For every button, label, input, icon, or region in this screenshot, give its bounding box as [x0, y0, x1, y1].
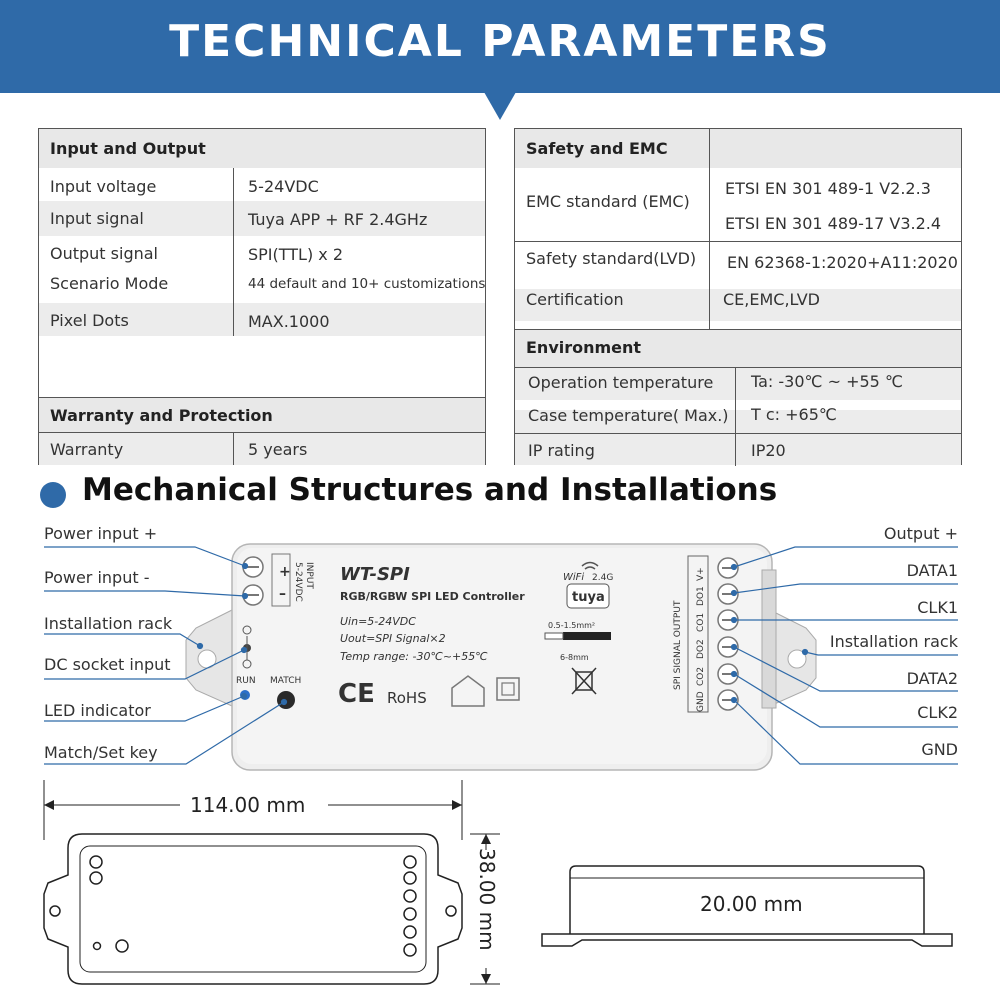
tuya-logo: tuya: [572, 590, 605, 605]
wire-gauge: 0.5-1.5mm²: [548, 621, 596, 630]
param-value: Tuya APP + RF 2.4GHz: [248, 210, 428, 229]
label-led-indicator: LED indicator: [44, 701, 151, 720]
param-label: IP rating: [528, 441, 595, 460]
param-value: CE,EMC,LVD: [723, 290, 820, 309]
input-voltage-label: 5-24VDC: [293, 562, 303, 602]
input-label: INPUT: [304, 562, 314, 589]
output-title: SPI SIGNAL OUTPUT: [673, 600, 683, 690]
section-heading: Safety and EMC: [526, 139, 668, 158]
section-heading: Input and Output: [50, 139, 206, 158]
param-value: 44 default and 10+ customizations: [248, 276, 486, 292]
param-value: ETSI EN 301 489-17 V3.2.4: [725, 214, 942, 233]
section-heading: Warranty and Protection: [50, 406, 273, 425]
rohs-mark: RoHS: [387, 689, 427, 707]
param-value: 5-24VDC: [248, 177, 319, 196]
terminal-ribs: [762, 570, 776, 708]
wifi-label: WiFi: [563, 572, 585, 583]
plus-mark: +: [279, 564, 291, 580]
height-dimension: 20.00 mm: [700, 892, 803, 916]
label-data2: DATA2: [906, 669, 958, 688]
param-value: ETSI EN 301 489-1 V2.2.3: [725, 179, 931, 198]
label-gnd: GND: [921, 740, 958, 759]
label-installation-rack-left: Installation rack: [44, 614, 173, 633]
param-label: Input voltage: [50, 177, 157, 196]
minus-mark: –: [279, 586, 286, 602]
param-label: EMC standard (EMC): [526, 192, 690, 211]
svg-text:GND: GND: [696, 691, 706, 712]
label-dc-socket: DC socket input: [44, 655, 171, 674]
svg-text:CO2: CO2: [696, 666, 706, 686]
length-dimension: 114.00 mm: [190, 793, 306, 817]
label-data1: DATA1: [906, 561, 958, 580]
device-temp: Temp range: -30℃~+55℃: [340, 650, 488, 663]
weee-bin-icon: [572, 668, 596, 694]
device-uout: Uout=SPI Signal×2: [340, 632, 446, 645]
device-subtitle: RGB/RGBW SPI LED Controller: [340, 590, 525, 603]
param-value: T c: +65℃: [751, 405, 837, 424]
device-uin: Uin=5-24VDC: [340, 615, 416, 628]
mechanical-title: Mechanical Structures and Installations: [82, 472, 778, 508]
match-label: MATCH: [270, 676, 302, 686]
band-label: 2.4G: [592, 573, 614, 583]
page-title: TECHNICAL PARAMETERS: [169, 16, 831, 67]
label-clk2: CLK2: [917, 703, 958, 722]
label-match-key: Match/Set key: [44, 743, 158, 762]
run-label: RUN: [236, 676, 256, 686]
param-label: Scenario Mode: [50, 274, 169, 293]
svg-text:DO1: DO1: [696, 586, 706, 606]
param-value: EN 62368-1:2020+A11:2020: [727, 253, 958, 272]
param-label: Pixel Dots: [50, 311, 129, 330]
label-installation-rack-right: Installation rack: [829, 632, 958, 651]
ce-mark: CE: [338, 679, 375, 709]
label-power-minus: Power input -: [44, 568, 150, 587]
label-output-plus: Output +: [883, 524, 958, 543]
svg-text:DO2: DO2: [696, 639, 706, 659]
device-model: WT-SPI: [340, 564, 410, 585]
param-label: Output signal: [50, 244, 158, 263]
param-label: Certification: [526, 290, 624, 309]
param-value: IP20: [751, 441, 786, 460]
param-label: Safety standard(LVD): [526, 249, 697, 268]
param-label: Input signal: [50, 209, 144, 228]
width-dimension: 38.00 mm: [475, 848, 499, 951]
param-label: Case temperature( Max.): [528, 406, 729, 425]
wire-strip: 6-8mm: [560, 653, 589, 662]
param-label: Operation temperature: [528, 373, 714, 392]
svg-text:V+: V+: [696, 567, 706, 581]
label-power-plus: Power input +: [44, 524, 158, 543]
label-clk1: CLK1: [917, 598, 958, 617]
param-value: SPI(TTL) x 2: [248, 245, 344, 264]
param-label: Warranty: [50, 440, 124, 459]
param-value: Ta: -30℃ ~ +55 ℃: [751, 372, 903, 391]
param-value: 5 years: [248, 440, 308, 459]
param-value: MAX.1000: [248, 312, 330, 331]
section-heading: Environment: [526, 338, 642, 357]
svg-text:CO1: CO1: [696, 612, 706, 632]
